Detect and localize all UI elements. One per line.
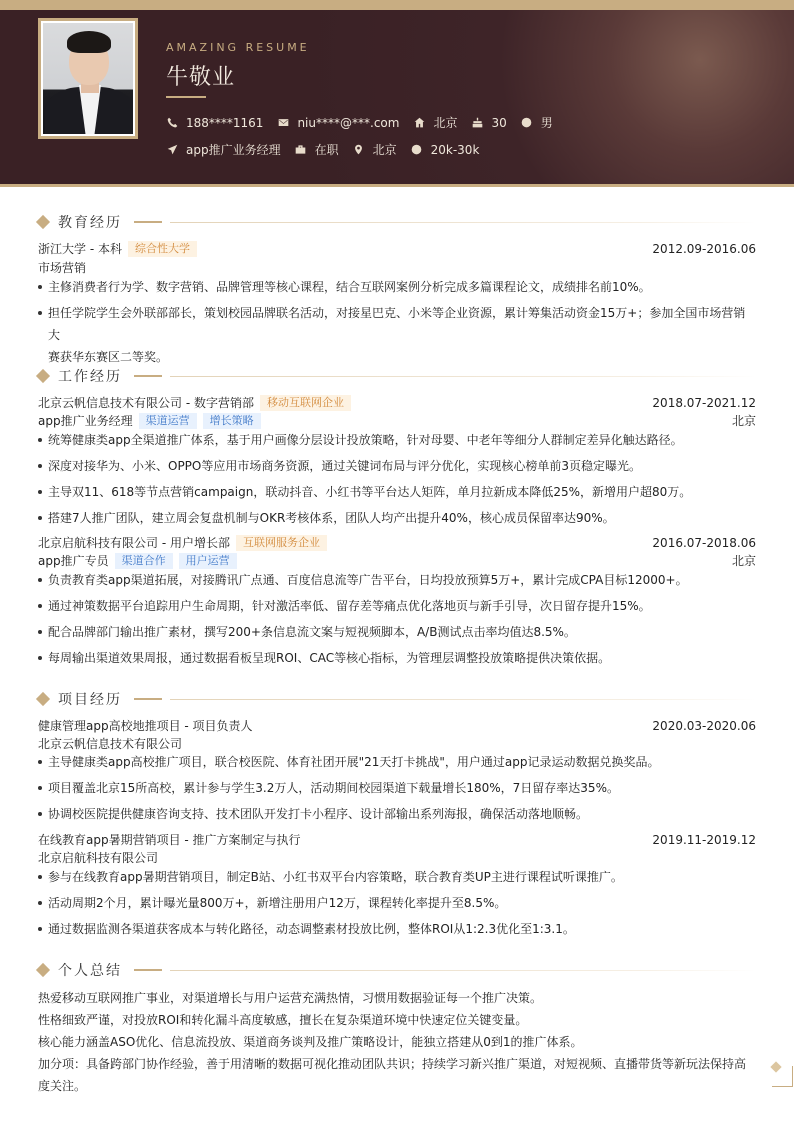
project-company: 北京启航科技有限公司: [38, 851, 159, 865]
project-name: 健康管理app高校地推项目 - 项目负责人: [38, 719, 253, 733]
resume-tag: AMAZING RESUME: [166, 41, 310, 54]
summary-line: 加分项：具备跨部门协作经验，善于用清晰的数据可视化推动团队共识；持续学习新兴推广渠道，对短视频、直播带货等新玩法保持高 度关注。: [38, 1057, 747, 1093]
section-title: 工作经历: [58, 369, 122, 385]
summary-line: 性格细致严谨，对投放ROI和转化漏斗高度敏感，擅长在复杂渠道环境中快速定位关键变量。: [38, 1013, 528, 1027]
list-item: 担任学院学生会外联部部长，策划校园品牌联名活动，对接星巴克、小米等企业资源，累计筹集活动资金15万+；参加全国市场营销大 赛获华东赛区二等奖。: [38, 302, 756, 368]
section-work: [36, 366, 756, 386]
skill-tag: 渠道运营: [139, 413, 197, 429]
list-item: 协调校医院提供健康咨询支持、技术团队开发打卡小程序、设计部输出系列海报，确保活动落地顺畅。: [38, 803, 756, 825]
list-item: 活动周期2个月，累计曝光量800万+，新增注册用户12万，课程转化率提升至8.5%。: [38, 892, 756, 914]
work-date: 2016.07-2018.06: [652, 535, 756, 550]
list-item: 项目覆盖北京15所高校，累计参与学生3.2万人，活动期间校园渠道下载量增长180%，7日留存率达35%。: [38, 777, 756, 799]
name-underline: [166, 96, 206, 98]
job-title: app推广专员: [38, 554, 109, 568]
diamond-icon: [36, 215, 50, 229]
project-header: [38, 831, 756, 848]
money-icon: [411, 144, 423, 156]
company-name: 北京云帆信息技术有限公司 - 数字营销部: [38, 396, 254, 410]
list-item: 每周输出渠道效果周报，通过数据看板呈现ROI、CAC等核心指标，为管理层调整投放策略提供决策依据。: [38, 647, 756, 669]
education-major-row: [38, 259, 756, 276]
section-project: [36, 689, 756, 709]
list-item: 通过神策数据平台追踪用户生命周期，针对激活率低、留存差等痛点优化落地页与新手引导，次日留存提升15%。: [38, 595, 756, 617]
list-item: 深度对接华为、小米、OPPO等应用市场商务资源，通过关键词布局与评分优化，实现核心榜单前3页稳定曝光。: [38, 455, 756, 477]
job-title: app推广业务经理: [38, 414, 133, 428]
school-name: 浙江大学 - 本科: [38, 242, 122, 256]
corner-line: [792, 1066, 793, 1086]
project-company-row: [38, 849, 756, 866]
section-summary: [36, 960, 756, 980]
corner-diamond-icon: [770, 1061, 781, 1072]
gender-item: 男: [521, 114, 553, 131]
work-header: [38, 394, 756, 411]
diamond-icon: [36, 963, 50, 977]
diamond-icon: [36, 369, 50, 383]
project-header: [38, 717, 756, 734]
project-company: 北京云帆信息技术有限公司: [38, 737, 183, 751]
email-item: niu****@***.com: [277, 116, 399, 130]
section-title: 个人总结: [58, 963, 122, 979]
work-date: 2018.07-2021.12: [652, 395, 756, 410]
top-accent-bar: [0, 0, 794, 10]
profile-photo: [43, 23, 133, 134]
work-role-row: [38, 412, 756, 429]
list-item: 主导双11、618等节点营销campaign，联动抖音、小红书等平台达人矩阵，单月拉新成本降低25%，新增用户超80万。: [38, 481, 756, 503]
company-tag: 移动互联网企业: [260, 395, 351, 411]
candidate-name: 牛敬业: [166, 65, 236, 90]
project-company-row: [38, 735, 756, 752]
phone-icon: [166, 117, 178, 129]
project-name: 在线教育app暑期营销项目 - 推广方案制定与执行: [38, 833, 301, 847]
work-location: 北京: [731, 414, 756, 428]
skill-tag: 用户运营: [179, 553, 237, 569]
list-item: 主导健康类app高校推广项目，联合校医院、体育社团开展"21天打卡挑战"，用户通过app记录运动数据兑换奖品。: [38, 751, 756, 773]
diamond-icon: [36, 692, 50, 706]
project-date: 2019.11-2019.12: [652, 832, 756, 847]
briefcase-icon: [295, 144, 307, 156]
list-item: 通过数据监测各渠道获客成本与转化路径，动态调整素材投放比例，整体ROI从1:2.3优化至1:3.1。: [38, 918, 756, 940]
school-tag: 综合性大学: [128, 241, 197, 257]
company-tag: 互联网服务企业: [236, 535, 327, 551]
work-header: [38, 534, 756, 551]
header-divider: [0, 184, 794, 187]
phone-item: 188****1161: [166, 116, 263, 130]
gender-icon: [521, 117, 533, 129]
summary-line: 热爱移动互联网推广事业，对渠道增长与用户运营充满热情，习惯用数据验证每一个推广决策。: [38, 991, 543, 1005]
job-intent-row: [166, 141, 493, 158]
list-item: 负责教育类app渠道拓展，对接腾讯广点通、百度信息流等广告平台，日均投放预算5万+，累计完成CPA目标12000+。: [38, 569, 756, 591]
job-item: app推广业务经理: [166, 141, 281, 158]
skill-tag: 渠道合作: [115, 553, 173, 569]
avatar: [38, 18, 138, 139]
target-city-item: 北京: [353, 141, 397, 158]
major: 市场营销: [38, 261, 87, 275]
age-item: 30: [471, 116, 506, 130]
mail-icon: [277, 117, 289, 129]
cake-icon: [471, 117, 483, 129]
section-title: 项目经历: [58, 692, 122, 708]
list-item: 参与在线教育app暑期营销项目，制定B站、小红书双平台内容策略，联合教育类UP主进行课程试听课推广。: [38, 866, 756, 888]
location-icon: [353, 144, 365, 156]
list-item: 搭建7人推广团队，建立周会复盘机制与OKR考核体系，团队人均产出提升40%，核心成员保留率达90%。: [38, 507, 756, 529]
company-name: 北京启航科技有限公司 - 用户增长部: [38, 536, 230, 550]
education-header: [38, 240, 756, 257]
section-title: 教育经历: [58, 215, 122, 231]
corner-line: [772, 1086, 793, 1087]
work-role-row: [38, 552, 756, 569]
home-icon: [413, 117, 425, 129]
salary-item: 20k-30k: [411, 143, 480, 157]
section-education: [36, 212, 756, 232]
project-date: 2020.03-2020.06: [652, 718, 756, 733]
contact-row: [166, 114, 567, 131]
list-item: 配合品牌部门输出推广素材，撰写200+条信息流文案与短视频脚本，A/B测试点击率均值达8.5%。: [38, 621, 756, 643]
summary-line: 核心能力涵盖ASO优化、信息流投放、渠道商务谈判及推广策略设计，能独立搭建从0到1的推广体系。: [38, 1035, 583, 1049]
skill-tag: 增长策略: [203, 413, 261, 429]
list-item: 主修消费者行为学、数字营销、品牌管理等核心课程，结合互联网案例分析完成多篇课程论文，成绩排名前10%。: [38, 276, 756, 298]
education-date: 2012.09-2016.06: [652, 241, 756, 256]
list-item: 统筹健康类app全渠道推广体系，基于用户画像分层设计投放策略，针对母婴、中老年等细分人群制定差异化触达路径。: [38, 429, 756, 451]
send-icon: [166, 144, 178, 156]
work-location: 北京: [731, 554, 756, 568]
status-item: 在职: [295, 141, 339, 158]
city-item: 北京: [413, 114, 457, 131]
